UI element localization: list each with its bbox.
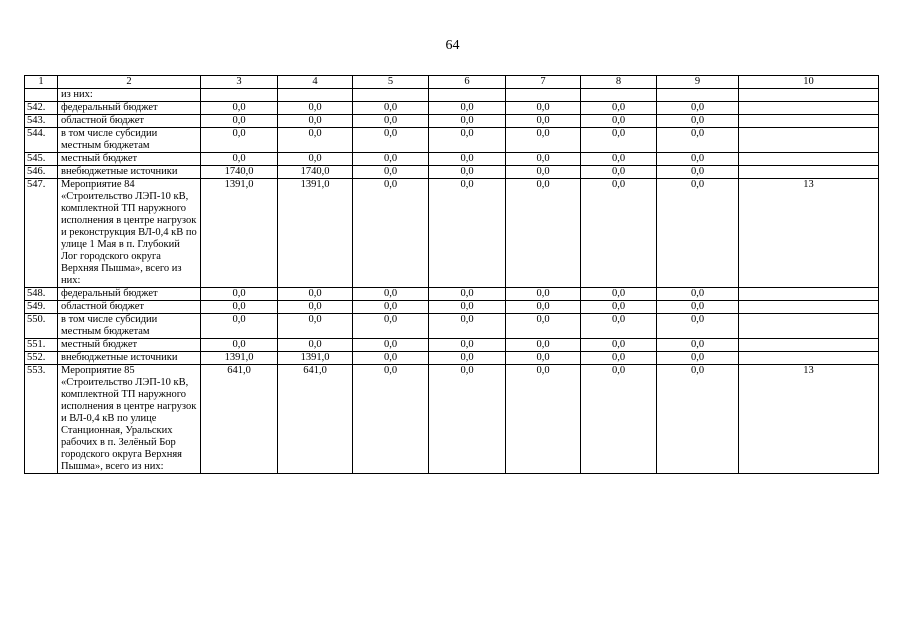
value-cell: 13 [739, 179, 879, 288]
value-cell: 0,0 [353, 153, 429, 166]
value-cell: 0,0 [201, 314, 278, 339]
page-number: 64 [445, 38, 460, 53]
value-cell [739, 352, 879, 365]
value-cell: 0,0 [201, 288, 278, 301]
value-cell: 0,0 [353, 352, 429, 365]
value-cell: 0,0 [278, 115, 353, 128]
row-number-cell: 549. [25, 301, 58, 314]
value-cell: 0,0 [429, 301, 506, 314]
value-cell: 0,0 [353, 179, 429, 288]
row-number-cell: 552. [25, 352, 58, 365]
header-cell: 10 [739, 76, 879, 89]
value-cell: 0,0 [506, 128, 581, 153]
description-cell: в том числе субсидии местным бюджетам [58, 128, 201, 153]
value-cell: 0,0 [353, 102, 429, 115]
value-cell: 0,0 [581, 115, 657, 128]
value-cell: 0,0 [353, 301, 429, 314]
value-cell: 0,0 [201, 339, 278, 352]
value-cell [739, 288, 879, 301]
row-number-cell: 548. [25, 288, 58, 301]
description-cell: Мероприятие 85 «Строительство ЛЭП-10 кВ, комплектной ТП наружного исполнения в центре нагрузок и ВЛ-0,4 кВ по улице Станционная, Уральских рабочих в п. Зелёный Бор городского округа Верхняя Пышма», всего из них: [58, 365, 201, 474]
value-cell: 0,0 [353, 115, 429, 128]
value-cell: 0,0 [278, 288, 353, 301]
value-cell: 1391,0 [201, 352, 278, 365]
value-cell: 0,0 [581, 339, 657, 352]
continuation-text: из них: [58, 89, 201, 102]
value-cell: 0,0 [429, 179, 506, 288]
value-cell: 0,0 [201, 128, 278, 153]
value-cell: 0,0 [429, 102, 506, 115]
value-cell: 1391,0 [278, 179, 353, 288]
value-cell: 0,0 [657, 301, 739, 314]
header-row [25, 76, 879, 89]
value-cell: 0,0 [657, 339, 739, 352]
value-cell: 0,0 [581, 153, 657, 166]
table-row [25, 288, 879, 301]
value-cell: 0,0 [506, 352, 581, 365]
value-cell [739, 153, 879, 166]
value-cell: 0,0 [657, 115, 739, 128]
value-cell: 0,0 [506, 115, 581, 128]
row-number-cell: 547. [25, 179, 58, 288]
table-row [25, 339, 879, 352]
value-cell: 0,0 [506, 179, 581, 288]
value-cell [739, 166, 879, 179]
table-row [25, 301, 879, 314]
value-cell [353, 89, 429, 102]
description-cell: Мероприятие 84 «Строительство ЛЭП-10 кВ, комплектной ТП наружного исполнения в центре нагрузок и реконструкция ВЛ-0,4 кВ по улице 1 Мая в п. Глубокий Лог городского округа Верхняя Пышма», всего из них: [58, 179, 201, 288]
value-cell [581, 89, 657, 102]
value-cell: 0,0 [278, 153, 353, 166]
value-cell: 0,0 [353, 339, 429, 352]
value-cell: 0,0 [657, 102, 739, 115]
description-cell: внебюджетные источники [58, 352, 201, 365]
row-number-cell: 551. [25, 339, 58, 352]
value-cell: 0,0 [581, 166, 657, 179]
value-cell: 0,0 [201, 102, 278, 115]
value-cell: 1740,0 [201, 166, 278, 179]
row-number-cell: 542. [25, 102, 58, 115]
value-cell [278, 89, 353, 102]
value-cell: 0,0 [201, 153, 278, 166]
table-row [25, 365, 879, 474]
value-cell: 0,0 [201, 115, 278, 128]
value-cell: 0,0 [657, 179, 739, 288]
value-cell: 0,0 [657, 365, 739, 474]
value-cell: 0,0 [429, 314, 506, 339]
value-cell: 641,0 [201, 365, 278, 474]
value-cell: 1391,0 [201, 179, 278, 288]
description-cell: в том числе субсидии местным бюджетам [58, 314, 201, 339]
description-cell: местный бюджет [58, 339, 201, 352]
value-cell [657, 89, 739, 102]
description-cell: федеральный бюджет [58, 288, 201, 301]
header-cell: 6 [429, 76, 506, 89]
description-cell: областной бюджет [58, 301, 201, 314]
value-cell: 0,0 [429, 352, 506, 365]
value-cell: 0,0 [278, 128, 353, 153]
value-cell: 0,0 [506, 288, 581, 301]
value-cell: 0,0 [353, 365, 429, 474]
value-cell: 0,0 [581, 301, 657, 314]
value-cell: 0,0 [506, 339, 581, 352]
table-row [25, 314, 879, 339]
value-cell: 0,0 [278, 314, 353, 339]
value-cell: 0,0 [353, 166, 429, 179]
value-cell [739, 339, 879, 352]
value-cell: 0,0 [581, 314, 657, 339]
value-cell: 0,0 [278, 301, 353, 314]
value-cell: 13 [739, 365, 879, 474]
header-cell: 9 [657, 76, 739, 89]
value-cell: 0,0 [657, 352, 739, 365]
value-cell: 0,0 [657, 166, 739, 179]
value-cell: 0,0 [429, 365, 506, 474]
row-number-cell: 545. [25, 153, 58, 166]
value-cell: 0,0 [506, 166, 581, 179]
description-cell: федеральный бюджет [58, 102, 201, 115]
value-cell [739, 115, 879, 128]
header-cell: 2 [58, 76, 201, 89]
value-cell: 0,0 [429, 153, 506, 166]
budget-table [24, 75, 879, 474]
value-cell: 0,0 [581, 102, 657, 115]
value-cell [506, 89, 581, 102]
header-cell: 8 [581, 76, 657, 89]
value-cell: 0,0 [429, 166, 506, 179]
table-row [25, 128, 879, 153]
row-number-cell: 550. [25, 314, 58, 339]
value-cell: 1740,0 [278, 166, 353, 179]
table-row [25, 153, 879, 166]
continuation-row [25, 89, 879, 102]
value-cell [739, 89, 879, 102]
value-cell: 0,0 [581, 352, 657, 365]
description-cell: областной бюджет [58, 115, 201, 128]
row-number-cell: 553. [25, 365, 58, 474]
row-number-cell: 546. [25, 166, 58, 179]
value-cell: 0,0 [506, 301, 581, 314]
value-cell: 0,0 [429, 128, 506, 153]
table-row [25, 179, 879, 288]
table-row [25, 352, 879, 365]
value-cell: 0,0 [278, 102, 353, 115]
value-cell [739, 128, 879, 153]
description-cell: местный бюджет [58, 153, 201, 166]
table-row [25, 115, 879, 128]
value-cell: 0,0 [581, 179, 657, 288]
value-cell: 0,0 [581, 365, 657, 474]
value-cell: 0,0 [353, 288, 429, 301]
value-cell [429, 89, 506, 102]
value-cell: 0,0 [353, 128, 429, 153]
value-cell: 0,0 [657, 128, 739, 153]
value-cell: 0,0 [429, 288, 506, 301]
value-cell: 0,0 [506, 153, 581, 166]
value-cell [739, 314, 879, 339]
value-cell: 0,0 [581, 128, 657, 153]
value-cell: 0,0 [429, 339, 506, 352]
row-number-cell: 543. [25, 115, 58, 128]
value-cell: 0,0 [506, 314, 581, 339]
value-cell: 641,0 [278, 365, 353, 474]
header-cell: 5 [353, 76, 429, 89]
value-cell [739, 301, 879, 314]
header-cell: 4 [278, 76, 353, 89]
row-number-cell [25, 89, 58, 102]
header-cell: 1 [25, 76, 58, 89]
table-row [25, 166, 879, 179]
row-number-cell: 544. [25, 128, 58, 153]
header-cell: 7 [506, 76, 581, 89]
value-cell: 0,0 [201, 301, 278, 314]
value-cell: 0,0 [581, 288, 657, 301]
value-cell: 0,0 [506, 102, 581, 115]
value-cell: 0,0 [278, 339, 353, 352]
value-cell: 0,0 [657, 153, 739, 166]
value-cell: 1391,0 [278, 352, 353, 365]
value-cell: 0,0 [657, 288, 739, 301]
value-cell: 0,0 [506, 365, 581, 474]
value-cell: 0,0 [429, 115, 506, 128]
value-cell [201, 89, 278, 102]
value-cell: 0,0 [353, 314, 429, 339]
header-cell: 3 [201, 76, 278, 89]
value-cell: 0,0 [657, 314, 739, 339]
description-cell: внебюджетные источники [58, 166, 201, 179]
value-cell [739, 102, 879, 115]
table-row [25, 102, 879, 115]
